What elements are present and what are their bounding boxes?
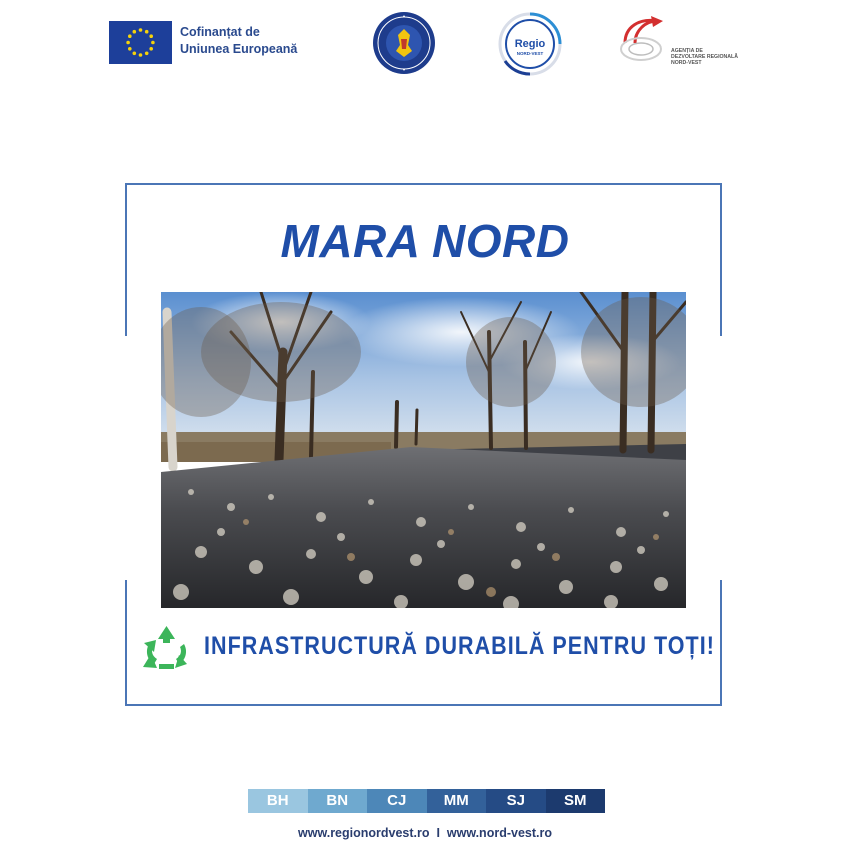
svg-text:NORD-VEST: NORD-VEST	[516, 51, 544, 56]
county-bn: BN	[308, 789, 368, 813]
recycle-icon	[141, 624, 192, 671]
website-links[interactable]: www.regionordvest.ro I www.nord-vest.ro	[298, 826, 552, 840]
frame-bottom-border	[125, 704, 722, 706]
adr-text-line3: NORD-VEST	[671, 60, 702, 66]
slogan-text: INFRASTRUCTURĂ DURABILĂ PENTRU TOȚI!	[204, 632, 715, 660]
county-sj: SJ	[486, 789, 546, 813]
road-photo	[161, 292, 686, 608]
frame-left-border-lower	[125, 580, 127, 706]
eu-cofinanced-text	[180, 24, 297, 58]
adr-text-line2: DEZVOLTARE REGIONALĂ	[671, 54, 738, 60]
county-strip	[248, 789, 605, 813]
county-sm: SM	[546, 789, 606, 813]
frame-top-border	[125, 183, 722, 185]
eu-flag-logo	[109, 21, 172, 64]
county-bh: BH	[248, 789, 308, 813]
page-title: MARA NORD	[280, 215, 570, 267]
eu-text-line1: Cofinanțat de	[180, 25, 260, 39]
regio-nord-vest-logo	[497, 11, 563, 77]
adr-text-line1: AGENȚIA DE	[671, 48, 703, 54]
county-cj: CJ	[367, 789, 427, 813]
romanian-government-seal-logo	[372, 11, 436, 75]
svg-text:Regio: Regio	[514, 38, 546, 50]
eu-text-line2: Uniunea Europeană	[180, 42, 298, 56]
adr-nord-vest-logo	[617, 13, 747, 71]
county-mm: MM	[427, 789, 487, 813]
adr-logo-text	[671, 48, 738, 66]
frame-right-border-lower	[720, 580, 722, 706]
